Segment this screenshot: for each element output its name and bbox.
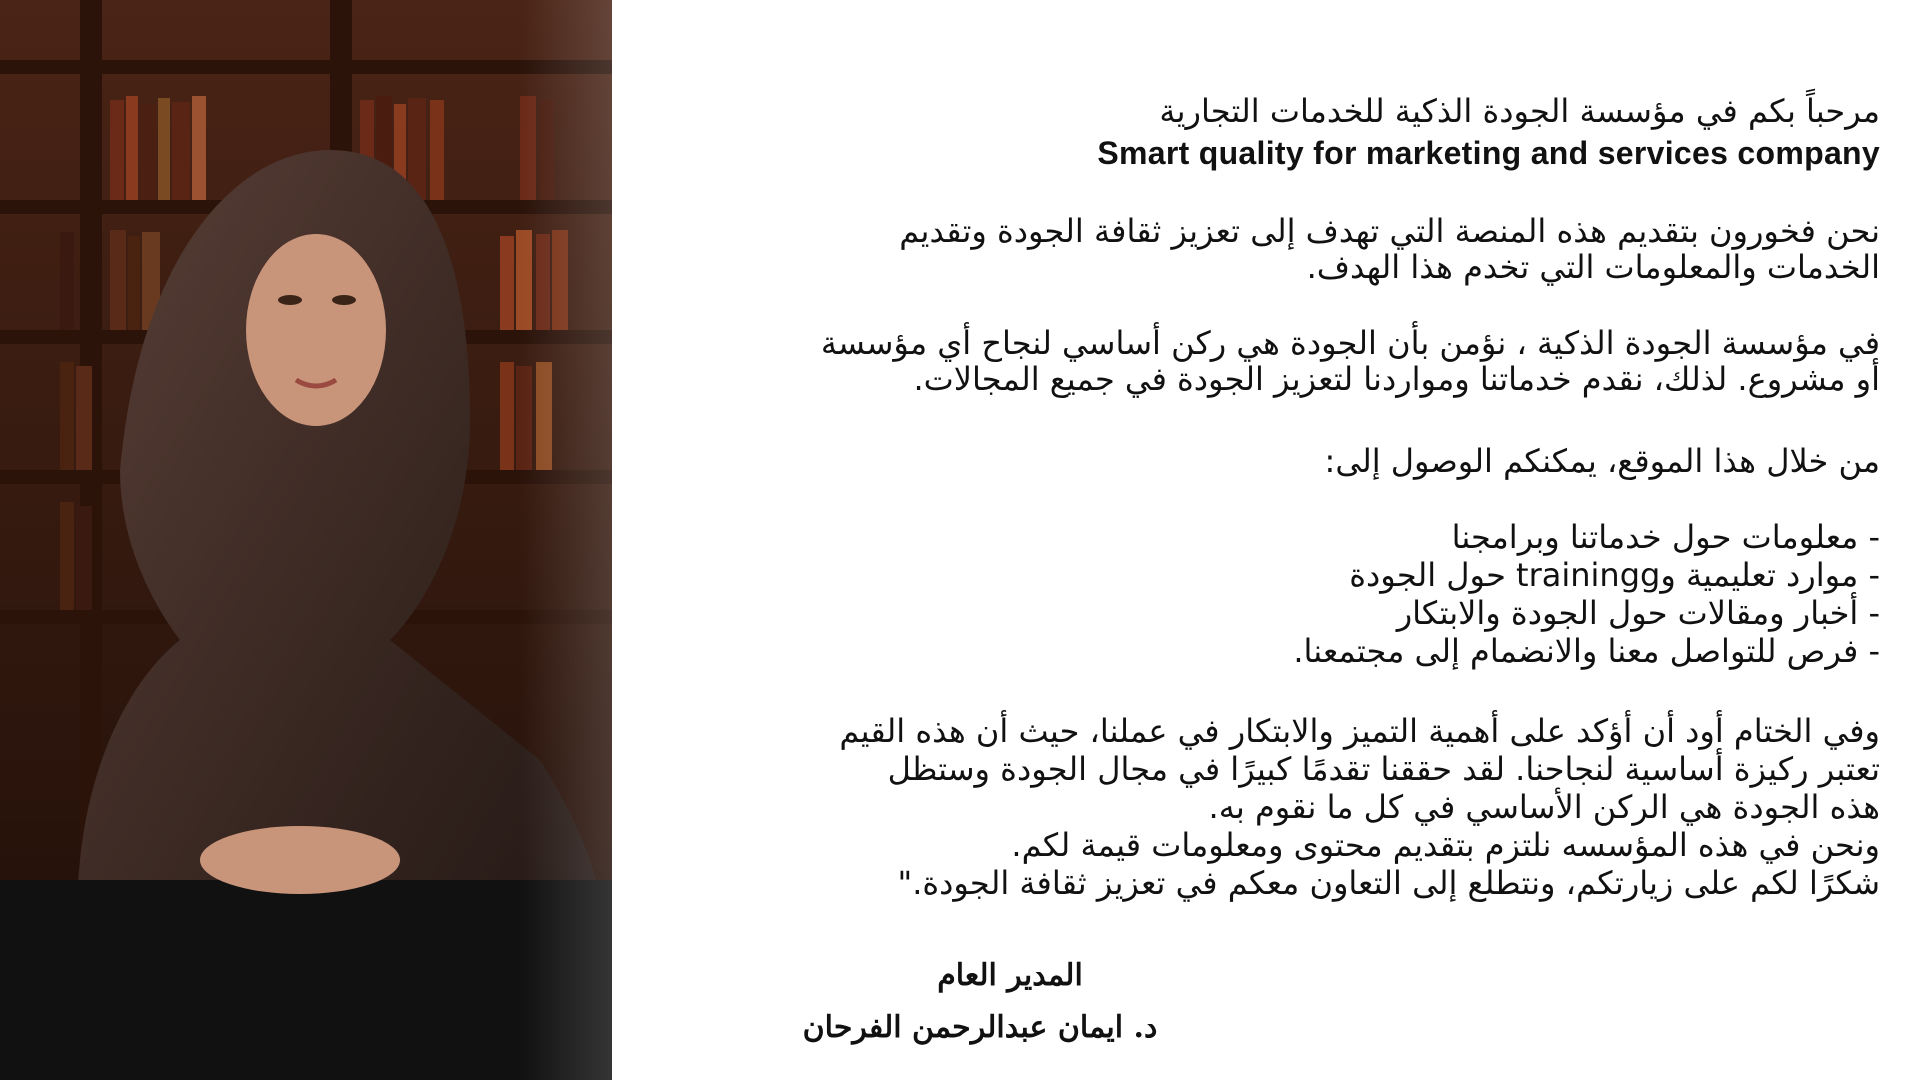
list-item: - معلومات حول خدماتنا وبرامجنا <box>1451 518 1880 556</box>
company-name-english: Smart quality for marketing and services company <box>1097 135 1880 171</box>
closing-paragraph-line: وفي الختام أود أن أؤكد على أهمية التميز والابتكار في عملنا، حيث أن هذه القيم <box>839 712 1880 750</box>
welcome-heading-arabic: مرحباً بكم في مؤسسة الجودة الذكية للخدمات التجارية <box>1159 92 1880 130</box>
closing-paragraph-line: ونحن في هذه المؤسسه نلتزم بتقديم محتوى ومعلومات قيمة لكم. <box>1011 826 1880 864</box>
intro-paragraph-line: الخدمات والمعلومات التي تخدم هذا الهدف. <box>1306 248 1880 286</box>
signature-name: د. ايمان عبدالرحمن الفرحان <box>802 1010 1158 1045</box>
signature-title: المدير العام <box>937 958 1083 993</box>
intro-paragraph-line: نحن فخورون بتقديم هذه المنصة التي تهدف إلى تعزيز ثقافة الجودة وتقديم <box>899 212 1880 250</box>
list-item: - أخبار ومقالات حول الجودة والابتكار <box>1396 594 1880 632</box>
portrait-photo <box>0 0 612 1080</box>
bookshelf-background-illustration <box>0 0 612 1080</box>
access-intro-text: من خلال هذا الموقع، يمكنكم الوصول إلى: <box>1324 442 1880 480</box>
welcome-message <box>700 0 1880 1080</box>
closing-paragraph-line: هذه الجودة هي الركن الأساسي في كل ما نقوم به. <box>1208 788 1880 826</box>
belief-paragraph-line: أو مشروع. لذلك، نقدم خدماتنا ومواردنا لتعزيز الجودة في جميع المجالات. <box>913 360 1880 398</box>
closing-paragraph-line: شكرًا لكم على زيارتكم، ونتطلع إلى التعاون معكم في تعزيز ثقافة الجودة." <box>897 864 1880 902</box>
list-item: - موارد تعليمية وtrainingg حول الجودة <box>1349 556 1880 594</box>
closing-paragraph-line: تعتبر ركيزة أساسية لنجاحنا. لقد حققنا تقدمًا كبيرًا في مجال الجودة وستظل <box>887 750 1880 788</box>
belief-paragraph-line: في مؤسسة الجودة الذكية ، نؤمن بأن الجودة هي ركن أساسي لنجاح أي مؤسسة <box>820 324 1880 362</box>
list-item: - فرص للتواصل معنا والانضمام إلى مجتمعنا. <box>1293 632 1880 670</box>
